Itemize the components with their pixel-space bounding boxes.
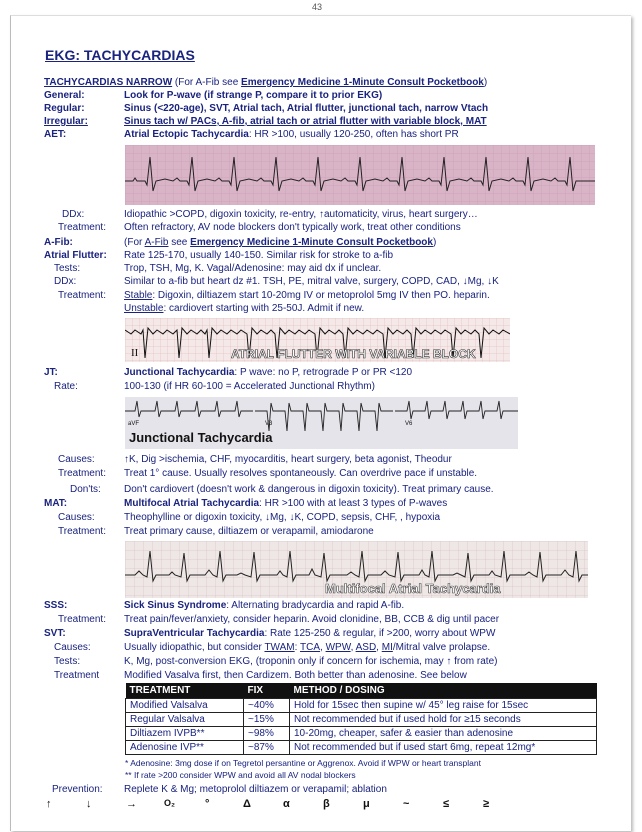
table-header: TREATMENT	[126, 683, 244, 699]
aflutter-ddx-k: K	[492, 276, 499, 287]
mat-causes-post: K, COPD, sepsis, CHF, , hypoxia	[294, 512, 441, 523]
mat-treatment-text: Treat primary cause, diltiazem or verapamil, amiodarone	[124, 526, 374, 537]
jt-causes-text: K, Dig >ischemia, CHF, myocarditis, heart surgery, beta agonist, Theodur	[129, 454, 452, 465]
arrow-down-icon: ↓	[462, 276, 468, 287]
arrow-up-icon: ↑	[124, 454, 129, 465]
jt-treatment-label: Treatment:	[58, 468, 106, 479]
table-row	[126, 713, 597, 727]
table-cell-method: 10-20mg, cheaper, safer & easier than adenosine	[290, 727, 597, 741]
aet-ddx-post: automaticity, virus, heart surgery…	[324, 209, 478, 220]
svt-causes-pre: Usually idiopathic, but consider	[124, 642, 265, 653]
unstable-text: : cardiovert starting with 25-50J. Admit if new.	[163, 303, 365, 314]
aflutter-ddx-pre: Similar to a-fib but heart dz #1. TSH, PE, mitral valve, surgery, COPD, CAD,	[124, 276, 463, 287]
table-cell-method: Hold for 15sec then supine w/ 45° leg raise for 15sec	[290, 699, 597, 713]
table-cell-fix: ~40%	[244, 699, 290, 713]
aflutter-ecg-trace	[125, 318, 510, 362]
table-header: METHOD / DOSING	[290, 683, 597, 699]
aflutter-treatment-label: Treatment:	[58, 290, 106, 301]
table-header-row	[126, 683, 597, 699]
arrow-up-icon: ↑	[319, 209, 324, 220]
aflutter-ddx-mg: Mg,	[467, 276, 488, 287]
svt-twam: TWAM	[264, 642, 295, 653]
table-cell-method: Not recommended but if used start 6mg, repeat 12mg*	[290, 741, 597, 755]
general-text: Look for P-wave (if strange P, compare it to prior EKG)	[124, 90, 383, 101]
svt-wpw: WPW	[325, 642, 351, 653]
aet-ecg-strip	[125, 145, 595, 205]
narrow-post: )	[483, 77, 488, 88]
prevention-label: Prevention:	[52, 784, 103, 795]
jt-rate-text: 100-130 (if HR 60-100 = Accelerated Junctional Rhythm)	[124, 381, 375, 392]
mat-causes-label: Causes:	[58, 512, 95, 523]
page-number: 43	[312, 2, 323, 12]
stable-word: Stable	[124, 290, 153, 301]
general-label: General:	[44, 90, 85, 101]
stable-text: : Digoxin, diltiazem start 10-20mg IV or metoprolol 5mg IV then PO. heparin.	[152, 290, 490, 301]
symbol-alpha: α	[283, 798, 290, 810]
svt-label: SVT:	[44, 628, 66, 639]
table-row	[126, 699, 597, 713]
jt-ecg-trace	[125, 397, 518, 449]
aet-text: : HR >100, usually 120-250, often has short PR	[248, 129, 459, 140]
symbol-greater-equal: ≥	[483, 798, 490, 810]
svt-causes-label: Causes:	[54, 642, 91, 653]
table-cell-treatment: Diltiazem IVPB**	[126, 727, 244, 741]
svt-treatment-label: Treatment	[54, 670, 100, 681]
aet-treatment-text: Often refractory, AV node blockers don't typically work, treat other conditions	[124, 222, 461, 233]
jt-ecg-strip	[125, 397, 518, 449]
aflutter-tests-text: Trop, TSH, Mg, K. Vagal/Adenosine: may aid dx if unclear.	[124, 263, 382, 274]
symbol-up-arrow-icon: ↑	[46, 798, 52, 810]
jt-text: : P wave: no P, retrograde P or PR <120	[234, 367, 413, 378]
svt-text: : Rate 125-250 & regular, if >200, worry about WPW	[264, 628, 496, 639]
svt-tca: TCA	[300, 642, 321, 653]
narrow-header	[44, 77, 604, 89]
lead-avf-label: aVF	[128, 421, 140, 427]
aet-name: Atrial Ectopic Tachycardia	[124, 129, 249, 140]
jt-strip-caption: Junctional Tachycardia	[129, 430, 273, 445]
symbol-oxygen: O₂	[164, 798, 175, 808]
table-cell-fix: ~98%	[244, 727, 290, 741]
table-cell-fix: ~15%	[244, 713, 290, 727]
arrow-up-icon: ↑	[446, 656, 452, 667]
sss-name: Sick Sinus Syndrome	[124, 600, 227, 611]
table-row	[126, 741, 597, 755]
svt-tests-post: from rate)	[451, 656, 498, 667]
jt-name: Junctional Tachycardia	[124, 367, 235, 378]
aflutter-ddx-label: DDx:	[54, 276, 77, 287]
narrow-pre: (For A-Fib see	[172, 77, 242, 88]
svt-comma-2: ,	[350, 642, 356, 653]
sss-text: : Alternating bradycardia and rapid A-fib.	[226, 600, 405, 611]
afib-post: )	[432, 237, 437, 248]
svt-colon: :	[294, 642, 301, 653]
symbol-down-arrow-icon: ↓	[86, 798, 92, 810]
table-cell-method: Not recommended but if used hold for ≥15 seconds	[290, 713, 597, 727]
irregular-label: Irregular:	[44, 116, 88, 127]
mat-strip-caption: Multifocal Atrial Tachycardia	[325, 581, 501, 596]
aet-ddx-label: DDx:	[62, 209, 85, 220]
arrow-down-icon: ↓	[265, 512, 270, 523]
jt-rate-label: Rate:	[54, 381, 78, 392]
table-cell-fix: ~87%	[244, 741, 290, 755]
mat-treatment-label: Treatment:	[58, 526, 106, 537]
lead-v6-label: V6	[405, 421, 413, 427]
jt-causes-label: Causes:	[58, 454, 95, 465]
symbol-degree: °	[205, 798, 210, 810]
afib-pre: (For	[124, 237, 145, 248]
jt-treatment-text: Treat 1° cause. Usually resolves spontaneously. Can overdrive pace if unstable.	[124, 468, 478, 479]
aflutter-label: Atrial Flutter:	[44, 250, 107, 261]
aet-ddx-pre: Idiopathic >COPD, digoxin toxicity, re-entry,	[124, 209, 319, 220]
aet-ecg-trace	[125, 145, 595, 205]
svt-name: SupraVentricular Tachycardia	[124, 628, 265, 639]
sss-treatment-text: Treat pain/fever/anxiety, consider heparin. Avoid clonidine, BB, CCB & dig until pacer	[124, 614, 500, 625]
afib-mid: see	[168, 237, 191, 248]
jt-donts-label: Don'ts:	[70, 484, 101, 495]
aet-treatment-label: Treatment:	[58, 222, 106, 233]
footnote: * Adenosine: 3mg dose if on Tegretol persantine or Aggrenox. Avoid if WPW or heart transplant	[125, 758, 481, 768]
svt-mi: MI	[381, 642, 393, 653]
footnote: ** If rate >200 consider WPW and avoid all AV nodal blockers	[125, 770, 356, 780]
svt-tests-label: Tests:	[54, 656, 81, 667]
svt-causes-post: /Mitral valve prolapse.	[392, 642, 491, 653]
svt-treatment-text: Modified Vasalva first, then Cardizem. Both better than adenosine. See below	[124, 670, 467, 681]
jt-donts-text: Don't cardiovert (doesn't work & dangerous in digoxin toxicity). Treat primary cause.	[124, 484, 494, 495]
lead-ii-label: II	[131, 347, 139, 359]
afib-link[interactable]: A-Fib	[144, 237, 169, 248]
mat-ecg-strip	[125, 541, 588, 598]
table-cell-treatment: Adenosine IVP**	[126, 741, 244, 755]
mat-text: : HR >100 with at least 3 types of P-waves	[259, 498, 448, 509]
arrow-down-icon: ↓	[487, 276, 493, 287]
table-header: FIX	[244, 683, 290, 699]
symbol-delta: Δ	[243, 798, 251, 810]
irregular-text: Sinus tach w/ PACs, A-fib, atrial tach or atrial flutter with variable block, MAT	[124, 116, 487, 127]
mat-causes-pre: Theophylline or digoxin toxicity,	[124, 512, 265, 523]
symbol-less-equal: ≤	[443, 798, 450, 810]
mat-label: MAT:	[44, 498, 68, 509]
svt-comma-3: ,	[376, 642, 382, 653]
table-cell-treatment: Modified Valsalva	[126, 699, 244, 713]
sss-treatment-label: Treatment:	[58, 614, 106, 625]
book-link[interactable]: Emergency Medicine 1-Minute Consult Pocketbook	[241, 77, 484, 88]
mat-causes-mg: Mg,	[270, 512, 290, 523]
aflutter-text: Rate 125-170, usually 140-150. Similar risk for stroke to a-fib	[124, 250, 394, 261]
symbol-right-arrow-icon: →	[126, 798, 137, 810]
mat-ecg-trace	[125, 541, 588, 598]
arrow-down-icon: ↓	[289, 512, 295, 523]
page-title: EKG: TACHYCARDIAS	[45, 47, 195, 63]
lead-v3-label: V3	[265, 421, 273, 427]
svt-treatment-table	[125, 683, 597, 755]
aflutter-strip-caption: ATRIAL FLUTTER WITH VARIABLE BLOCK	[231, 347, 476, 361]
svt-comma-1: ,	[320, 642, 326, 653]
aflutter-tests-label: Tests:	[54, 263, 81, 274]
svt-asd: ASD	[355, 642, 377, 653]
table-row	[126, 727, 597, 741]
svt-tests-pre: K, Mg, post-conversion EKG, (troponin only if concern for ischemia, may	[124, 656, 447, 667]
unstable-word: Unstable	[124, 303, 164, 314]
sss-label: SSS:	[44, 600, 68, 611]
mat-name: Multifocal Atrial Tachycardia	[124, 498, 260, 509]
afib-book-link[interactable]: Emergency Medicine 1-Minute Consult Pocketbook	[190, 237, 433, 248]
narrow-heading: TACHYCARDIAS NARROW	[44, 77, 173, 88]
aet-label: AET:	[44, 129, 67, 140]
table-cell-treatment: Regular Valsalva	[126, 713, 244, 727]
symbol-mu: μ	[363, 798, 370, 810]
symbol-tilde: ~	[403, 798, 410, 810]
aflutter-ecg-strip	[125, 318, 510, 362]
prevention-text: Replete K & Mg; metoprolol diltiazem or verapamil; ablation	[124, 784, 387, 795]
symbol-beta: β	[323, 798, 330, 810]
afib-label: A-Fib:	[44, 237, 73, 248]
regular-text: Sinus (<220-age), SVT, Atrial tach, Atrial flutter, junctional tach, narrow Vtach	[124, 103, 489, 114]
jt-label: JT:	[44, 367, 58, 378]
regular-label: Regular:	[44, 103, 85, 114]
